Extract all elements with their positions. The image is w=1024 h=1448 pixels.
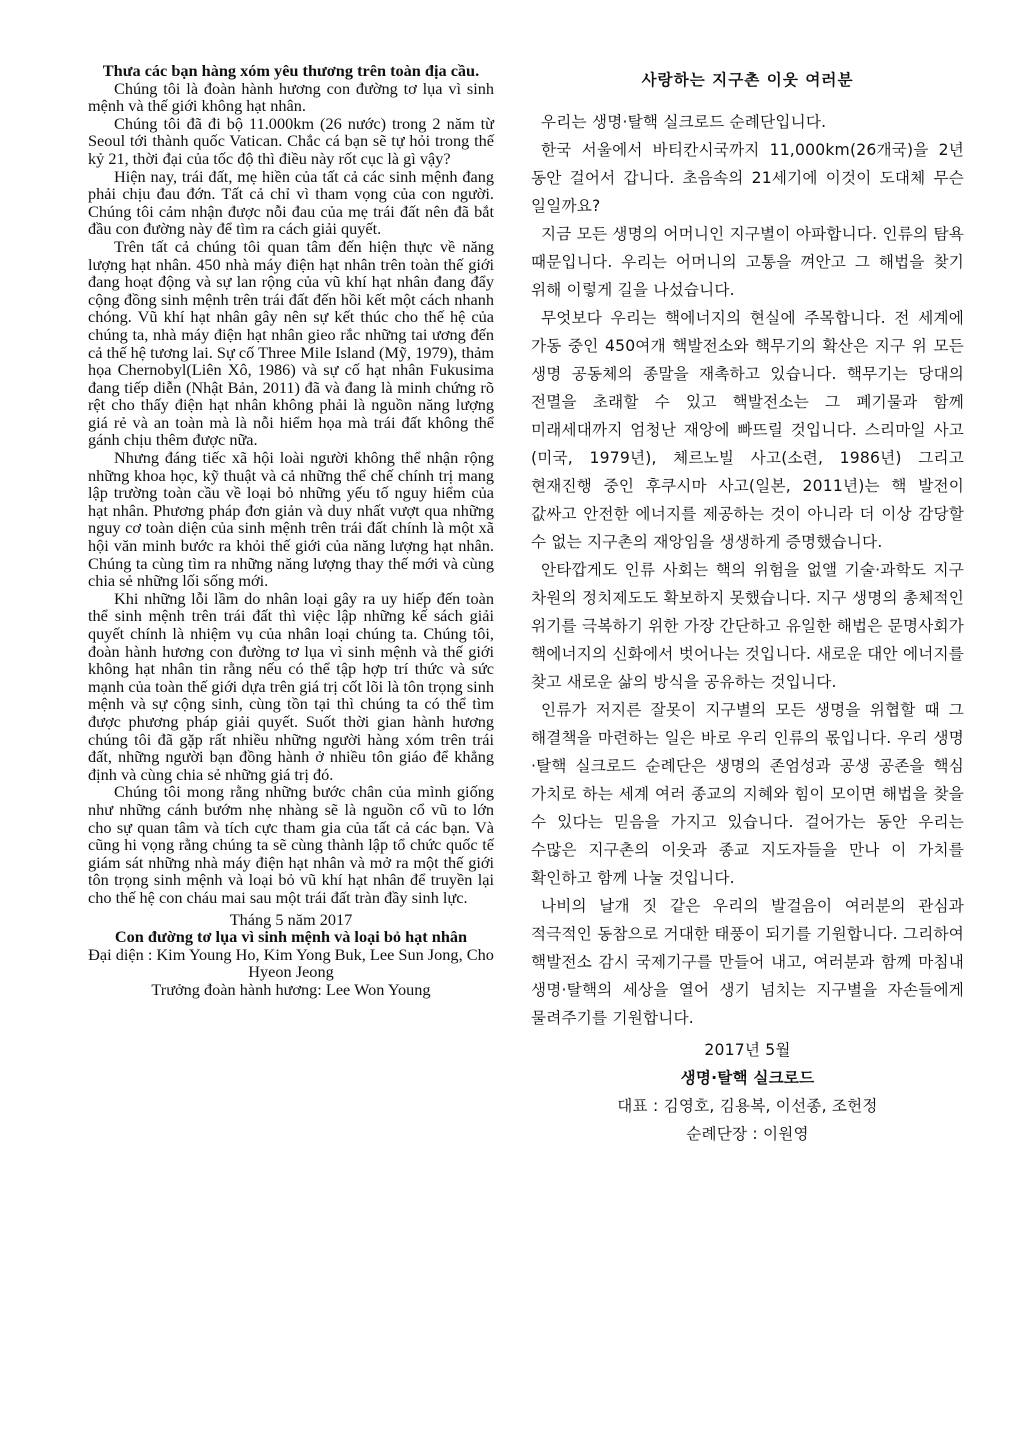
ko-paragraph: 한국 서울에서 바티칸시국까지 11,000km(26개국)을 2년 동안 걸어서 갑니다. 초음속의 21세기에 이것이 도대체 무슨 일일까요?	[531, 141, 964, 215]
vietnamese-column	[88, 62, 494, 998]
vi-pilgrimage-leader: Trưởng đoàn hành hương: Lee Won Young	[151, 979, 431, 999]
vi-title: Thưa các bạn hàng xóm yêu thương trên toàn địa cầu.	[102, 61, 480, 80]
vi-paragraph: Chúng tôi đã đi bộ 11.000km (26 nước) trong 2 năm từ Seoul tới thành quốc Vatican. Chắc cá bạn sẽ tự hỏi trong thế kỷ 21, thời đại của tốc độ thì điều này rốt cục là gì vậy?	[88, 113, 494, 168]
ko-pilgrimage-leader: 순례단장 : 이원영	[686, 1125, 809, 1143]
ko-organization: 생명·탈핵 실크로드	[680, 1069, 815, 1087]
vi-paragraph: Chúng tôi là đoàn hành hương con đường tơ lụa vì sinh mệnh và thế giới không hạt nhân.	[88, 78, 494, 116]
vi-paragraph: Khi những lỗi lầm do nhân loại gây ra uy hiếp đến toàn thể sinh mệnh trên trái đất thì việc lập những kế sách giải quyết chính là nhiệm vụ của nhân loại chúng ta. Chúng tôi, đoàn hành hương con đường tơ lụa vì sinh mệnh và thế giới không hạt nhân tin rằng nếu có thể tập hợp trí thức và sức mạnh của toàn thế giới dựa trên giá trị cốt lõi là tôn trọng sinh mệnh và sự cộng sinh, cùng tồn tại thì chúng ta có thể tìm được phương pháp giải quyết. Suốt thời gian hành hương chúng tôi đã gặp rất nhiều những người hàng xóm trên trái đất, những người bạn đồng hành ở nhiều tôn giáo để khẳng định và cùng chia sẻ những giá trị đó.	[88, 588, 494, 784]
ko-paragraph: 무엇보다 우리는 핵에너지의 현실에 주목합니다. 전 세계에 가동 중인 450여개 핵발전소와 핵무기의 확산은 지구 위 모든 생명 공동체의 종말을 재촉하고 있습니다. 핵무기는 당대의 전멸을 초래할 수 있고 핵발전소는 그 폐기물과 함께 미래세대까지 엄청난 재앙에 빠뜨릴 것입니다. 스리마일 사고(미국, 1979년), 체르노빌 사고(소련, 1986년) 그리고 현재진행 중인 후쿠시마 사고(일본, 2011년)는 핵 발전이 값싸고 안전한 에너지를 제공하는 것이 아니라 더 이상 감당할 수 없는 지구촌의 재앙임을 생생하게 증명했습니다.	[531, 309, 964, 551]
vi-paragraph: Hiện nay, trái đất, mẹ hiền của tất cả các sinh mệnh đang phải chịu đau đớn. Tất cả chỉ vì tham vọng của con người. Chúng tôi cảm nhận được nỗi đau của mẹ trái đất nên đã bắt đầu con đường này để tìm ra cách giải quyết.	[88, 166, 494, 239]
vi-paragraph: Trên tất cả chúng tôi quan tâm đến hiện thực về năng lượng hạt nhân. 450 nhà máy điện hạt nhân trên toàn thế giới đang hoạt động và sự lan rộng của vũ khí hạt nhân đang đẩy cộng đồng sinh mệnh trên trái đất đến hồi kết một cách nhanh chóng. Vũ khí hạt nhân gây nên sự kết thúc cho thế hệ của chúng ta, nhà máy điện hạt nhân gieo rắc những tai ương đến cả thế hệ tương lai. Sự cố Three Mile Island (Mỹ, 1979), thảm họa Chernobyl(Liên Xô, 1986) và sự cố hạt nhân Fukusima đang tiếp diễn (Nhật Bản, 2011) đã và đang là minh chứng rõ rệt cho thấy điện hạt nhân không phải là nguồn năng lượng giá rẻ và an toàn mà là nỗi hiểm họa mà trái đất không thể gánh chịu thêm được nữa.	[88, 236, 494, 450]
vi-paragraph: Chúng tôi mong rằng những bước chân của mình giống như những cánh bướm nhẹ nhàng sẽ là nguồn cổ vũ to lớn cho sự quan tâm và tích cực tham gia của tất cả các bạn. Và cũng hi vọng rằng chúng ta sẽ cùng thành lập tổ chức quốc tế giám sát những nhà máy điện hạt nhân và mở ra một thế giới tôn trọng sinh mệnh và loại bỏ vũ khí hạt nhân để truyền lại cho thế hệ con cháu mai sau một trái đất tràn đầy sinh lực.	[88, 782, 494, 907]
vi-organization: Con đường tơ lụa vì sinh mệnh và loại bỏ hạt nhân	[114, 927, 468, 947]
ko-paragraph: 나비의 날개 짓 같은 우리의 발걸음이 여러분의 관심과 적극적인 동참으로 거대한 태풍이 되기를 기원합니다. 그리하여 핵발전소 감시 국제기구를 만들어 내고, 여러분과 함께 마침내 생명·탈핵의 세상을 열어 생기 넘치는 지구별을 자손들에게 물려주기를 기원합니다.	[531, 897, 964, 1027]
ko-paragraph: 인류가 저지른 잘못이 지구별의 모든 생명을 위협할 때 그 해결책을 마련하는 일은 바로 우리 인류의 몫입니다. 우리 생명·탈핵 실크로드 순례단은 생명의 존엄성과 공생 공존을 핵심 가치로 하는 세계 여러 종교의 지혜와 힘이 모이면 해법을 찾을 수 있다는 믿음을 가지고 있습니다. 걸어가는 동안 우리는 수많은 지구촌의 이웃과 종교 지도자들을 만나 이 가치를 확인하고 함께 나눌 것입니다.	[531, 701, 964, 887]
vi-representatives: Đại diện : Kim Young Ho, Kim Yong Buk, Lee Sun Jong, Cho Hyeon Jeong	[88, 944, 494, 982]
ko-paragraph: 안타깝게도 인류 사회는 핵의 위험을 없앨 기술·과학도 지구 차원의 정치제도도 확보하지 못했습니다. 지구 생명의 총체적인 위기를 극복하기 위한 가장 간단하고 유일한 해법은 문명사회가 핵에너지의 신화에서 벗어나는 것입니다. 새로운 대안 에너지를 찾고 새로운 삶의 방식을 공유하는 것입니다.	[531, 561, 964, 691]
korean-column	[531, 66, 964, 1148]
vi-paragraph: Nhưng đáng tiếc xã hội loài người không thể nhận rộng những khoa học, kỹ thuật và cả những thể chế chính trị mang lập trường toàn cầu về loại bỏ những yếu tố nguy hiểm của hạt nhân. Phương pháp đơn giản và duy nhất vượt qua những nguy cơ toàn diện của sinh mệnh trên trái đất chính là một xã hội văn minh bước ra khỏi thế giới của năng lượng hạt nhân. Chúng ta cùng tìm ra những năng lượng thay thế mới và cùng chia sẻ những lối sống mới.	[88, 448, 494, 591]
ko-paragraph: 지금 모든 생명의 어머니인 지구별이 아파합니다. 인류의 탐욕 때문입니다. 우리는 어머니의 고통을 껴안고 그 해법을 찾기 위해 이렇게 길을 나섰습니다.	[531, 225, 964, 299]
vi-date: Tháng 5 năm 2017	[229, 909, 353, 929]
ko-date: 2017년 5월	[704, 1041, 791, 1059]
ko-representatives: 대표 : 김영호, 김용복, 이선종, 조헌정	[617, 1097, 878, 1115]
ko-title: 사랑하는 지구촌 이웃 여러분	[641, 71, 854, 89]
ko-paragraph: 우리는 생명·탈핵 실크로드 순례단입니다.	[541, 113, 827, 131]
